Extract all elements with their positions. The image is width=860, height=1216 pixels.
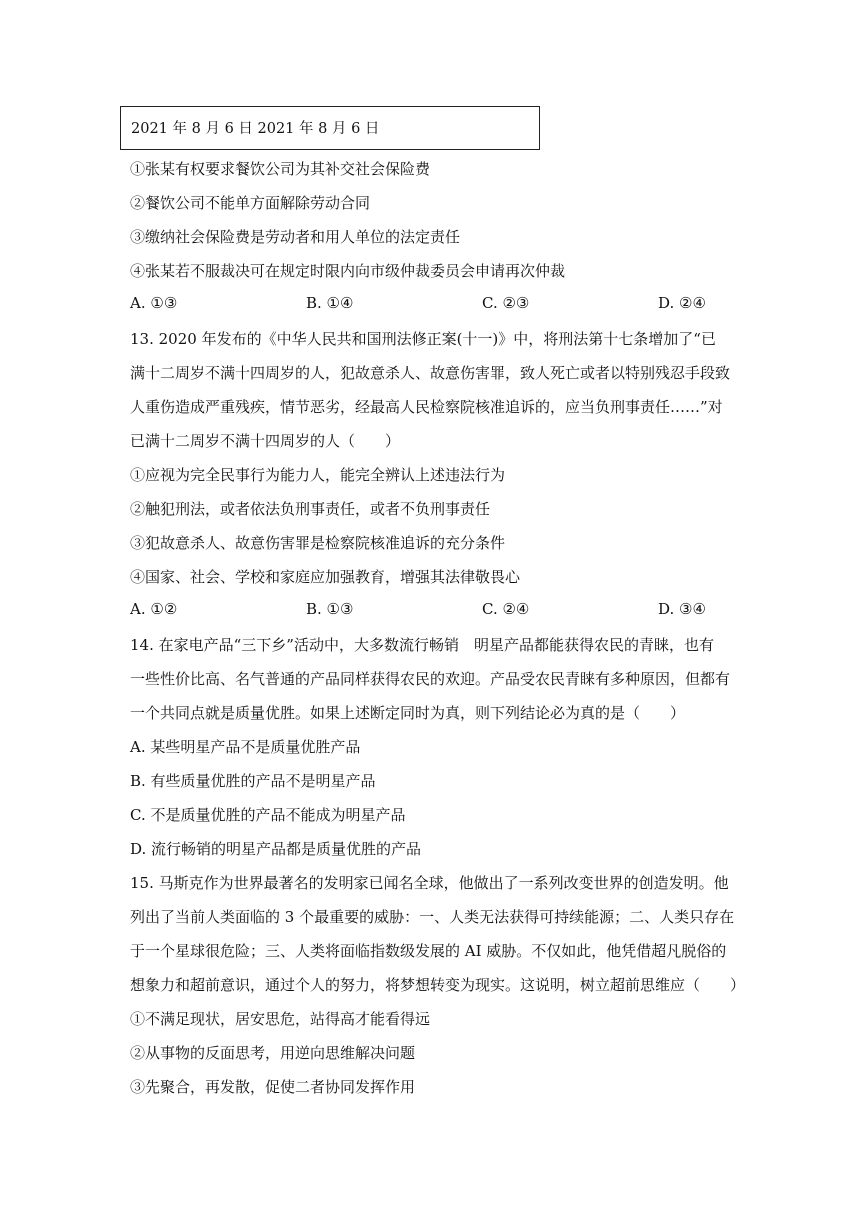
q12-statement-1: ①张某有权要求餐饮公司为其补交社会保险费 — [130, 160, 431, 178]
q15-statement-3: ③先聚合，再发散，促使二者协同发挥作用 — [130, 1078, 416, 1096]
q14-option-b: B. 有些质量优胜的产品不是明星产品 — [130, 772, 376, 790]
q13-option-b: B. ①③ — [306, 600, 354, 618]
q14-stem-line-3: 一个共同点就是质量优胜。如果上述断定同时为真，则下列结论必为真的是（ ） — [130, 704, 686, 722]
q15-stem-line-4: 想象力和超前意识，通过个人的努力，将梦想转变为现实。这说明，树立超前思维应（ ） — [130, 976, 746, 994]
q13-stem-line-4: 已满十二周岁不满十四周岁的人（ ） — [130, 432, 401, 450]
q12-option-b: B. ①④ — [306, 294, 354, 312]
q12-option-a: A. ①③ — [130, 294, 178, 312]
date-box: 2021 年 8 月 6 日 2021 年 8 月 6 日 — [120, 106, 540, 150]
q15-stem-line-2: 列出了当前人类面临的 3 个最重要的威胁：一、人类无法获得可持续能源；二、人类只存在 — [130, 908, 735, 926]
q14-option-c: C. 不是质量优胜的产品不能成为明星产品 — [130, 806, 406, 824]
q13-stem-line-3: 人重伤造成严重残疾，情节恶劣，经最高人民检察院核准追诉的，应当负刑事责任……”对 — [130, 398, 723, 416]
q12-options — [130, 294, 730, 314]
q15-statement-2: ②从事物的反面思考，用逆向思维解决问题 — [130, 1044, 416, 1062]
q13-stem-line-1: 13. 2020 年发布的《中华人民共和国刑法修正案(十一)》中，将刑法第十七条增加了“已 — [130, 330, 716, 348]
q12-statement-3: ③缴纳社会保险费是劳动者和用人单位的法定责任 — [130, 228, 461, 246]
q13-statement-4: ④国家、社会、学校和家庭应加强教育，增强其法律敬畏心 — [130, 568, 521, 586]
q14-stem-line-2: 一些性价比高、名气普通的产品同样获得农民的欢迎。产品受农民青睐有多种原因，但都有 — [130, 670, 731, 688]
q14-stem-line-1: 14. 在家电产品“三下乡”活动中，大多数流行畅销 明星产品都能获得农民的青睐，也有 — [130, 636, 714, 654]
q13-options — [130, 600, 730, 620]
q13-option-a: A. ①② — [130, 600, 178, 618]
q13-option-d: D. ③④ — [658, 600, 706, 618]
q13-statement-1: ①应视为完全民事行为能力人，能完全辨认上述违法行为 — [130, 466, 506, 484]
q13-stem-line-2: 满十二周岁不满十四周岁的人，犯故意杀人、故意伤害罪，致人死亡或者以特别残忍手段致 — [130, 364, 731, 382]
q12-statement-2: ②餐饮公司不能单方面解除劳动合同 — [130, 194, 371, 212]
q15-stem-line-1: 15. 马斯克作为世界最著名的发明家已闻名全球，他做出了一系列改变世界的创造发明。他 — [130, 874, 729, 892]
q12-option-d: D. ②④ — [658, 294, 706, 312]
q12-option-c: C. ②③ — [482, 294, 530, 312]
q12-statement-4: ④张某若不服裁决可在规定时限内向市级仲裁委员会申请再次仲裁 — [130, 262, 566, 280]
q13-statement-3: ③犯故意杀人、故意伤害罪是检察院核准追诉的充分条件 — [130, 534, 506, 552]
q14-option-a: A. 某些明星产品不是质量优胜产品 — [130, 738, 361, 756]
q13-statement-2: ②触犯刑法，或者依法负刑事责任，或者不负刑事责任 — [130, 500, 491, 518]
q14-option-d: D. 流行畅销的明星产品都是质量优胜的产品 — [130, 840, 422, 858]
q13-option-c: C. ②④ — [482, 600, 530, 618]
q15-statement-1: ①不满足现状，居安思危，站得高才能看得远 — [130, 1010, 431, 1028]
q15-stem-line-3: 于一个星球很危险；三、人类将面临指数级发展的 AI 威胁。不仅如此，他凭借超凡脱俗的 — [130, 942, 727, 960]
